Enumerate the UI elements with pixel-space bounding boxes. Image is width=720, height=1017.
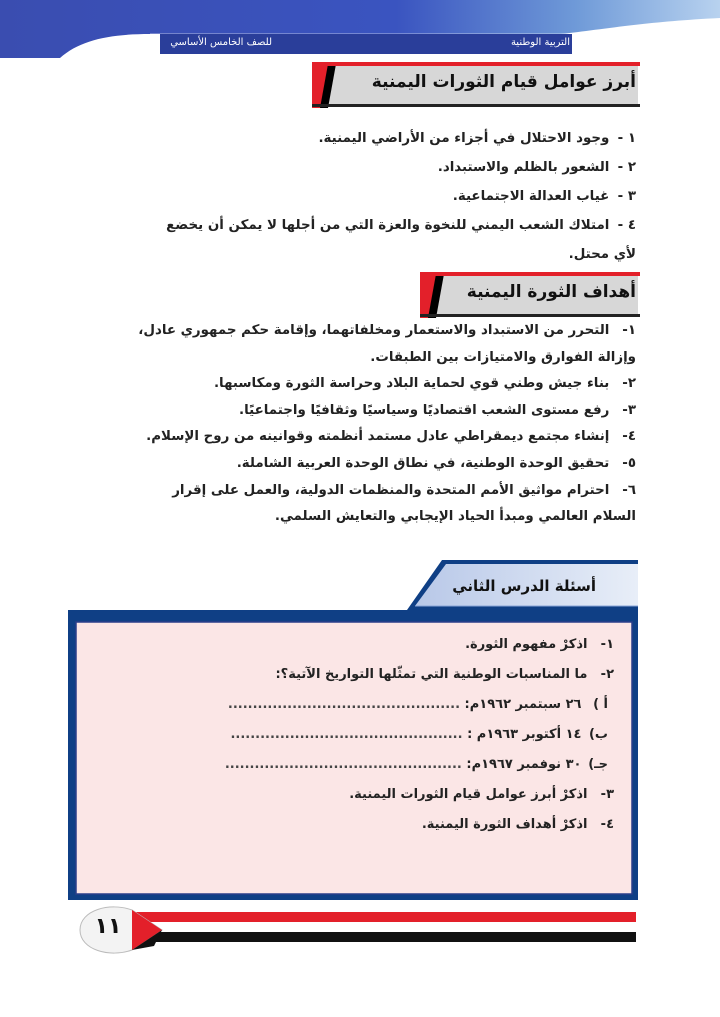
item-number: ٢- — [622, 376, 636, 392]
list-item — [80, 398, 636, 425]
section2-list — [80, 318, 636, 531]
item-text: وجود الاحتلال في أجزاء من الأراضي اليمنية. — [318, 131, 610, 146]
list-item — [80, 153, 636, 182]
question-text: ما المناسبات الوطنية التي تمثّلها التواريخ الآتية؟: — [275, 667, 588, 682]
section1-title: أبرز عوامل قيام الثورات اليمنية — [371, 72, 636, 92]
question-item — [94, 630, 614, 660]
item-text: امتلاك الشعب اليمني للنخوة والعزة التي من أجلها لا يمكن أن يخضع — [166, 218, 610, 233]
subitem-label: ب) — [588, 727, 608, 742]
list-item-continuation: وإزالة الفوارق والامتيازات بين الطبقات. — [370, 349, 636, 365]
item-text: احترام مواثيق الأمم المتحدة والمنظمات الدولية، والعمل على إقرار — [172, 482, 610, 498]
subitem-label: جـ) — [588, 757, 608, 772]
questions-list — [94, 630, 614, 840]
list-item-continuation: لأي محتل. — [568, 247, 636, 262]
header-subject: التربية الوطنية — [510, 37, 570, 48]
list-item — [80, 478, 636, 505]
subitem-text: ٢٦ سبتمبر ١٩٦٢م: — [464, 697, 582, 712]
item-text: بناء جيش وطني قوي لحماية البلاد وحراسة الثورة ومكاسبها. — [213, 376, 610, 392]
item-number: ٣ - — [617, 189, 636, 204]
item-text: الشعور بالظلم والاستبداد. — [437, 160, 610, 175]
item-text: غياب العدالة الاجتماعية. — [452, 189, 610, 204]
item-text: إنشاء مجتمع ديمقراطي عادل مستمد أنظمته وقوانينه من روح الإسلام. — [146, 429, 610, 445]
question-text: اذكرْ أبرز عوامل قيام الثورات اليمنية. — [349, 787, 588, 802]
questions-title: أسئلة الدرس الثاني — [452, 577, 596, 595]
item-number: ٦- — [622, 482, 636, 498]
question-text: اذكرْ أهداف الثورة اليمنية. — [421, 817, 588, 832]
header-grade: للصف الخامس الأساسي — [170, 37, 272, 48]
answer-blank[interactable]: ................................................ — [224, 757, 462, 772]
list-item — [80, 318, 636, 345]
question-text: اذكرْ مفهوم الثورة. — [465, 637, 588, 652]
subitem-text: ١٤ أكتوبر ١٩٦٣م : — [467, 727, 582, 742]
page-number: ١١ — [94, 914, 122, 939]
item-number: ٥- — [622, 455, 636, 471]
list-item — [80, 182, 636, 211]
item-text: رفع مستوى الشعب اقتصاديًا وسياسيًا وثقافيًا واجتماعيًا. — [239, 402, 610, 418]
list-item — [80, 451, 636, 478]
subitem-label: أ ) — [593, 697, 608, 712]
item-text: تحقيق الوحدة الوطنية، في نطاق الوحدة العربية الشاملة. — [236, 455, 610, 471]
section2-title: أهداف الثورة اليمنية — [466, 282, 636, 302]
subitem-text: ٣٠ نوفمبر ١٩٦٧م: — [466, 757, 582, 772]
question-number: ٣- — [600, 787, 614, 802]
item-number: ٤- — [622, 429, 636, 445]
answer-blank[interactable]: ............................................... — [227, 697, 461, 712]
item-number: ٤ - — [617, 218, 636, 233]
question-subitem — [94, 720, 614, 750]
answer-blank[interactable]: ............................................... — [230, 727, 463, 742]
question-item — [94, 660, 614, 690]
item-number: ١- — [622, 323, 636, 338]
item-number: ٣- — [622, 402, 636, 418]
footer-flag-stripes — [70, 900, 640, 960]
item-number: ١ - — [617, 131, 636, 146]
question-subitem — [94, 690, 614, 720]
question-item — [94, 810, 614, 840]
question-item — [94, 780, 614, 810]
question-number: ٤- — [600, 817, 614, 832]
list-item — [80, 211, 636, 240]
question-subitem — [94, 750, 614, 780]
question-number: ١- — [600, 637, 614, 652]
section1-list — [80, 124, 636, 269]
list-item — [80, 424, 636, 451]
list-item — [80, 371, 636, 398]
item-text: التحرر من الاستبداد والاستعمار ومخلفاتهما، وإقامة حكم جمهوري عادل، — [138, 323, 610, 338]
question-number: ٢- — [600, 667, 614, 682]
header-band — [0, 0, 720, 58]
list-item — [80, 124, 636, 153]
item-number: ٢ - — [617, 160, 636, 175]
list-item-continuation: السلام العالمي ومبدأ الحياد الإيجابي والتعايش السلمي. — [274, 509, 636, 525]
